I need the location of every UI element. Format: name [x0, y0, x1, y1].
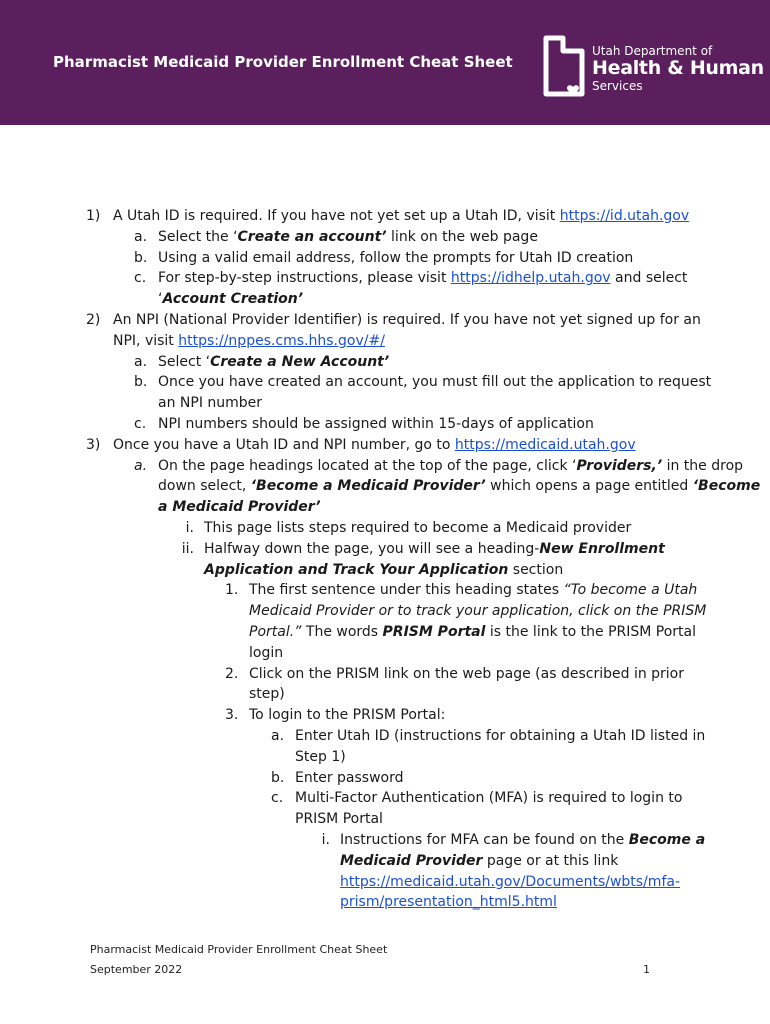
step-2 — [0, 310, 770, 352]
step-text: This page lists steps required to become a Medicaid provider — [204, 519, 632, 536]
step-text: NPI, visit — [113, 332, 179, 349]
logo-line3: Services — [592, 79, 643, 93]
emphasis-text: Medicaid Provider — [340, 852, 483, 869]
emphasis-text: Create an account’ — [237, 228, 387, 245]
step-text: The first sentence under this heading states — [249, 582, 564, 599]
step-text: PRISM Portal — [295, 811, 383, 828]
step-letter: a. — [271, 727, 285, 744]
step-3a-ii-3 — [0, 705, 770, 726]
instructions-list — [0, 206, 770, 913]
step-text: an NPI number — [158, 395, 263, 412]
step-letter: c. — [134, 415, 147, 432]
step-number: 3. — [225, 707, 239, 724]
quote-text: “To become a Utah — [563, 582, 698, 599]
step-text: down select, — [158, 478, 251, 495]
step-2c — [0, 414, 770, 435]
step-text: Using a valid email address, follow the prompts for Utah ID creation — [158, 249, 634, 266]
header-title: Pharmacist Medicaid Provider Enrollment Cheat Sheet — [53, 53, 513, 71]
step-3a-ii — [0, 539, 770, 581]
step-1 — [0, 206, 770, 227]
step-text: login — [249, 644, 284, 661]
step-1b — [0, 248, 770, 269]
step-3a-ii-3c — [0, 788, 770, 830]
step-text: and select — [610, 270, 688, 287]
step-letter: a. — [134, 228, 148, 245]
step-number: 1. — [225, 582, 239, 599]
step-text: in the drop — [662, 457, 744, 474]
step-text: A Utah ID is required. If you have not yet set up a Utah ID, visit — [113, 208, 560, 224]
step-roman: i. — [185, 519, 194, 536]
idhelp-link[interactable]: https://idhelp.utah.gov — [450, 270, 611, 287]
step-text: An NPI (National Provider Identifier) is required. If you have not yet signed up for an — [113, 311, 701, 328]
step-number: 1) — [86, 208, 101, 224]
logo-text — [592, 44, 764, 93]
step-text: section — [508, 561, 564, 578]
page-footer — [90, 940, 650, 980]
step-letter: a. — [134, 353, 148, 370]
mfa-link[interactable]: https://medicaid.utah.gov/Documents/wbts/mfa- — [340, 873, 681, 890]
step-text: Select ‘ — [158, 353, 211, 370]
step-text: Select the ‘ — [158, 228, 238, 245]
step-number: 3) — [86, 436, 101, 453]
step-3a-ii-3c-i — [0, 830, 770, 913]
step-letter: b. — [271, 769, 285, 786]
step-letter: c. — [271, 790, 284, 807]
emphasis-text: a Medicaid Provider’ — [158, 499, 321, 516]
emphasis-text: ‘Become — [692, 478, 761, 495]
step-roman: ii. — [181, 540, 194, 557]
step-text: On the page headings located at the top of the page, click ‘ — [158, 457, 577, 474]
step-text: The words — [301, 623, 383, 640]
step-letter: c. — [134, 270, 147, 287]
quote-text: Portal.” — [249, 623, 302, 640]
step-text: which opens a page entitled — [485, 478, 693, 495]
emphasis-text: Account Creation’ — [162, 291, 304, 308]
step-text: Once you have a Utah ID and NPI number, go to — [113, 436, 455, 453]
step-letter: b. — [134, 374, 148, 391]
step-2b — [0, 372, 770, 414]
emphasis-text: ‘Become a Medicaid Provider’ — [250, 478, 486, 495]
emphasis-text: Become a — [628, 831, 706, 848]
emphasis-text: New Enrollment — [539, 540, 665, 557]
step-text: Instructions for MFA can be found on the — [340, 831, 629, 848]
mfa-link-continued[interactable]: prism/presentation_html5.html — [340, 894, 557, 911]
utah-state-heart-icon — [543, 35, 585, 97]
step-3a-ii-2 — [0, 664, 770, 706]
step-3 — [0, 435, 770, 456]
step-3a-ii-1 — [0, 580, 770, 663]
step-2a — [0, 352, 770, 373]
step-text: Enter password — [295, 769, 404, 786]
step-text: To login to the PRISM Portal: — [249, 707, 446, 724]
step-text: link on the web page — [386, 228, 538, 245]
step-text: NPI numbers should be assigned within 15-days of application — [158, 415, 594, 432]
emphasis-text: Create a New Account’ — [210, 353, 390, 370]
logo-line2: Health & Human — [592, 57, 764, 79]
step-text: page or at this link — [482, 852, 619, 869]
step-3a — [0, 456, 770, 518]
step-3a-ii-3a — [0, 726, 770, 768]
step-text: Step 1) — [295, 748, 346, 765]
logo-line1: Utah Department of — [592, 44, 713, 58]
step-3a-ii-3b — [0, 768, 770, 789]
step-text: is the link to the PRISM Portal — [485, 623, 697, 640]
step-text: Multi-Factor Authentication (MFA) is required to login to — [295, 790, 683, 807]
footer-title: Pharmacist Medicaid Provider Enrollment Cheat Sheet — [90, 943, 388, 956]
step-roman: i. — [321, 831, 330, 848]
step-number: 2) — [86, 311, 101, 328]
step-text: ‘ — [158, 291, 163, 308]
step-text: Once you have created an account, you must fill out the application to request — [158, 374, 712, 391]
step-1a — [0, 227, 770, 248]
step-text: step) — [249, 686, 285, 703]
footer-date: September 2022 — [90, 963, 183, 976]
emphasis-text: Providers,’ — [576, 457, 663, 474]
step-letter: b. — [134, 249, 148, 266]
step-number: 2. — [225, 665, 239, 682]
step-letter: a. — [134, 457, 148, 474]
medicaid-link[interactable]: https://medicaid.utah.gov — [454, 436, 636, 453]
step-text: Enter Utah ID (instructions for obtaining a Utah ID listed in — [295, 727, 706, 744]
emphasis-text: Application and Track Your Application — [204, 561, 509, 578]
step-text: Click on the PRISM link on the web page (as described in prior — [249, 665, 685, 682]
step-text: Halfway down the page, you will see a heading- — [204, 540, 540, 557]
nppes-link[interactable]: https://nppes.cms.hhs.gov/#/ — [178, 332, 385, 349]
page-number: 1 — [643, 963, 650, 976]
utah-id-link[interactable]: https://id.utah.gov — [559, 208, 690, 224]
step-3a-i — [0, 518, 770, 539]
step-text: For step-by-step instructions, please visit — [158, 270, 451, 287]
step-1c — [0, 268, 770, 310]
header-banner — [0, 0, 770, 125]
quote-text: Medicaid Provider or to track your application, click on the PRISM — [249, 603, 707, 620]
emphasis-text: PRISM Portal — [382, 623, 486, 640]
